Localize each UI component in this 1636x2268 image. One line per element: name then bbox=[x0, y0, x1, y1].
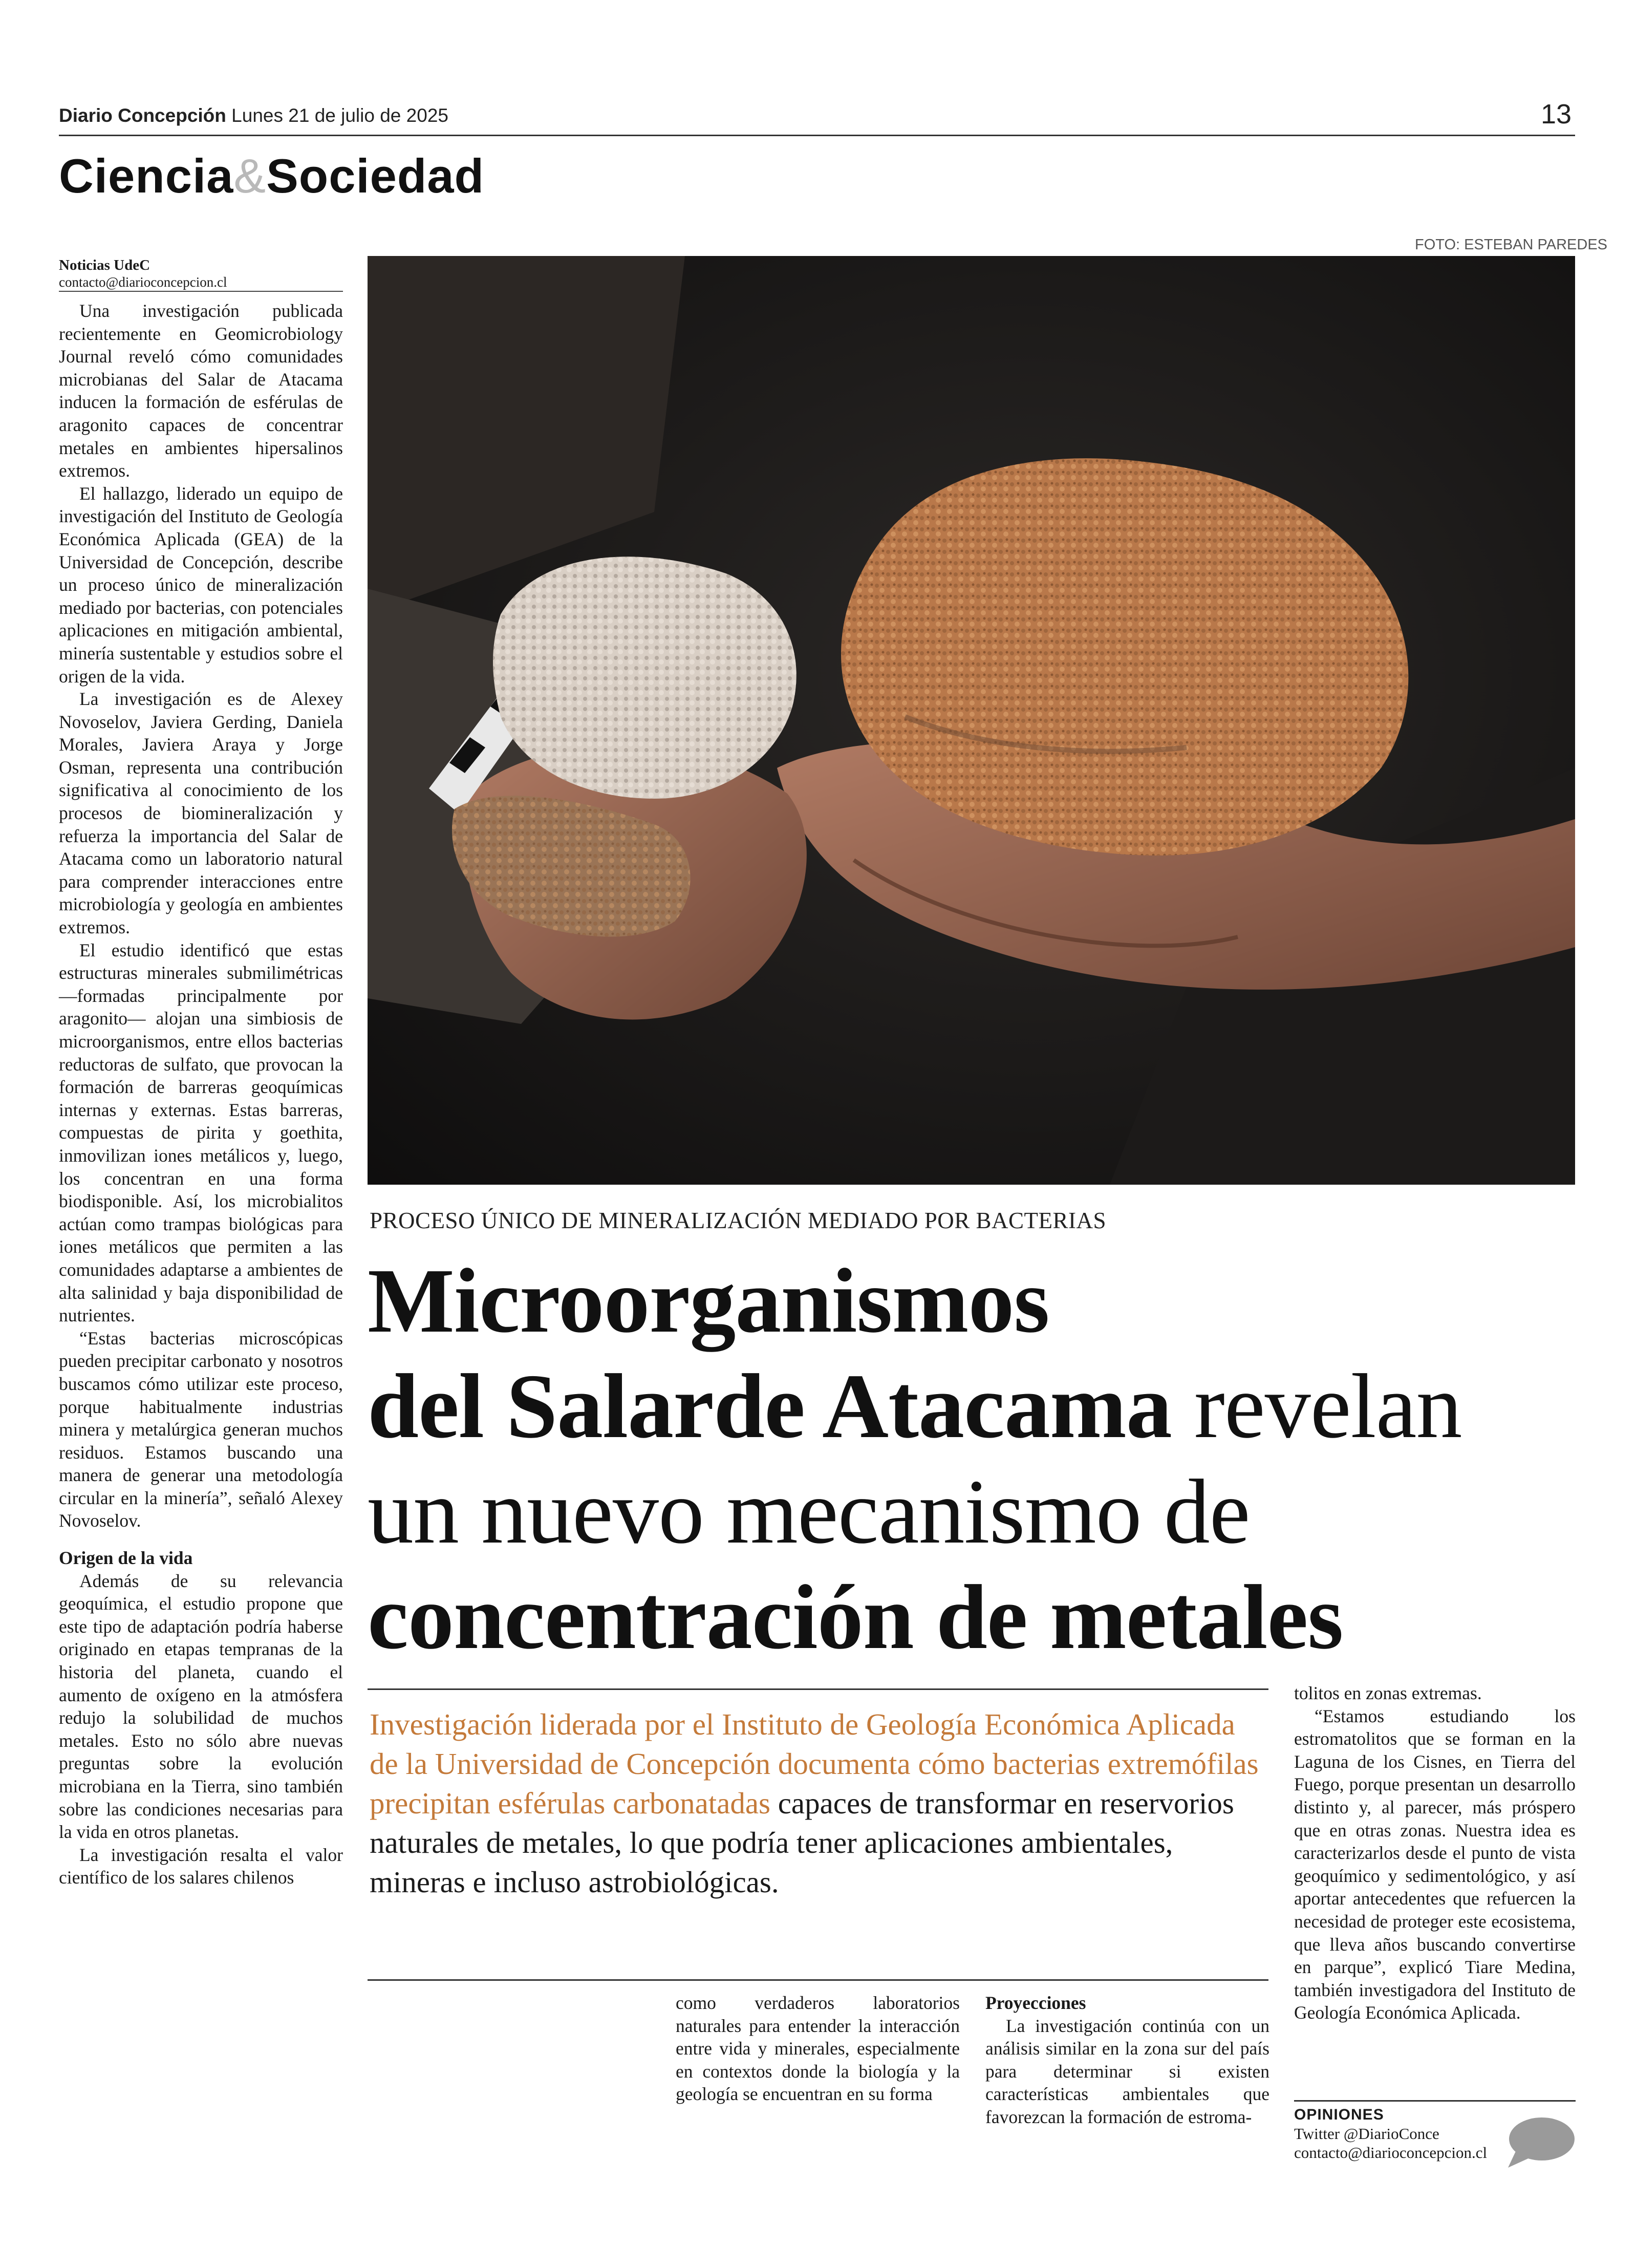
opinions-twitter[interactable]: Twitter @DiarioConce bbox=[1294, 2125, 1439, 2143]
opinions-rule bbox=[1294, 2100, 1576, 2102]
headline-line4: concentración de metales bbox=[368, 1566, 1343, 1668]
paragraph: “Estamos estudiando los estromatolitos que se forman en la Laguna de los Cisnes, en Tierra del Fuego, porque presentan un desarrollo distinto y, al parecer, más próspero que en otras zonas. Nuestra idea es caracterizarlos desde el punto de vista geoquímico y sedimentológico, y así aportar antecedentes que refuercen la necesidad de proteger este ecosistema, que lleva años buscando convertirse en parque”, explicó Tiare Medina, también investigadora del Instituto de Geología Económica Aplicada. bbox=[1294, 1705, 1576, 2023]
paragraph: tolitos en zonas extremas. bbox=[1294, 1683, 1482, 1703]
byline-rule bbox=[59, 291, 343, 292]
paragraph: Además de su relevancia geoquímica, el estudio propone que este tipo de adaptación podría haberse originado en etapas tempranas de la historia del planeta, cuando el aumento de oxígeno en la atmósfera redujo la solubilidad de muchos metales. Esto no sólo abre nuevas preguntas sobre la evolución microbiana en la Tierra, sino también sobre las condiciones necesarias para la vida en otros planetas. bbox=[59, 1570, 343, 1843]
right-column bbox=[1294, 1682, 1576, 2024]
paragraph: Una investigación publicada recientemente en Geomicrobiology Journal reveló cómo comunidades microbianas del Salar de Atacama inducen la formación de esférulas de aragonito capaces de concentrar metales en ambientes hipersalinos extremos. bbox=[59, 301, 343, 481]
article-photo bbox=[368, 256, 1575, 1185]
paragraph: “Estas bacterias microscópicas pueden precipitar carbonato y nosotros buscamos cómo utilizar este proceso, porque habitualmente industrias minera y metalúrgica generan muchos residuos. Estamos buscando una manera de generar una metodología circular en la minería”, señaló Alexey Novoselov. bbox=[59, 1328, 343, 1531]
opinions-box bbox=[1294, 2105, 1488, 2162]
headline-line2-rest: revelan bbox=[1171, 1355, 1462, 1457]
paragraph: La investigación continúa con un análisis similar en la zona sur del país para determinar si existen características ambientales que favorezcan la formación de estroma- bbox=[985, 2015, 1269, 2127]
deck bbox=[370, 1705, 1271, 1902]
subhead-origen: Origen de la vida bbox=[59, 1548, 193, 1569]
speech-bubble-icon bbox=[1505, 2114, 1576, 2171]
middle-column bbox=[676, 1992, 960, 2106]
proyecciones-column bbox=[985, 1992, 1269, 2129]
kicker: PROCESO ÚNICO DE MINERALIZACIÓN MEDIADO POR BACTERIAS bbox=[370, 1208, 1107, 1233]
paragraph: como verdaderos laboratorios naturales para entender la interacción entre vida y minerales, especialmente en contextos donde la biología y la geología se encuentran en su forma bbox=[676, 1993, 960, 2105]
deck-rule-top bbox=[368, 1688, 1268, 1690]
subhead-proyecciones: Proyecciones bbox=[985, 1993, 1086, 2013]
deck-highlight: Investigación liderada por el Instituto de Geología Económica Aplicada de la Universidad de Concepción documenta cómo bacterias extremófilas precipitan esférulas carbonatadas bbox=[370, 1707, 1259, 1820]
deck-rest: capaces de transformar en reservorios naturales de metales, lo que podría tener aplicaciones ambientales, mineras e incluso astrobiológicas. bbox=[370, 1786, 1234, 1899]
rock-samples-illustration bbox=[368, 256, 1575, 1185]
page-number: 13 bbox=[1541, 99, 1572, 130]
headline-line3: un nuevo mecanismo de bbox=[368, 1461, 1250, 1563]
headline-line1: Microorganismos bbox=[368, 1250, 1049, 1352]
issue-date: Lunes 21 de julio de 2025 bbox=[231, 105, 448, 126]
byline bbox=[59, 257, 343, 291]
paragraph: El hallazgo, liderado un equipo de investigación del Instituto de Geología Económica Aplicada (GEA) de la Universidad de Concepción, describe un proceso único de mineralización mediado por bacterias, con potenciales aplicaciones en mitigación ambiental, minería sustentable y estudios sobre el origen de la vida. bbox=[59, 483, 343, 687]
paragraph: La investigación resalta el valor científico de los salares chilenos bbox=[59, 1844, 343, 1888]
paragraph: La investigación es de Alexey Novoselov, Javiera Gerding, Daniela Morales, Javiera Araya y Jorge Osman, representa una contribución significativa al conocimiento de los procesos de biomineralización y refuerza la importancia del Salar de Atacama como un laboratorio natural para comprender interacciones entre microbiología y geología en ambientes extremos. bbox=[59, 689, 343, 938]
deck-rule-bottom bbox=[368, 1979, 1268, 1981]
headline-line2-bold: del Salarde Atacama bbox=[368, 1355, 1172, 1457]
top-rule bbox=[59, 135, 1575, 136]
byline-name: Noticias UdeC bbox=[59, 257, 150, 273]
opinions-title: OPINIONES bbox=[1294, 2106, 1384, 2123]
section-part1: Ciencia bbox=[59, 149, 234, 203]
masthead bbox=[59, 105, 448, 126]
byline-email: contacto@diarioconcepcion.cl bbox=[59, 274, 227, 290]
headline bbox=[368, 1248, 1581, 1670]
photo-credit: FOTO: ESTEBAN PAREDES bbox=[1415, 237, 1608, 253]
section-part2: Sociedad bbox=[266, 149, 484, 203]
section-title bbox=[59, 148, 484, 204]
paper-name: Diario Concepción bbox=[59, 105, 226, 126]
section-ampersand: & bbox=[233, 149, 267, 203]
paragraph: El estudio identificó que estas estructuras minerales submilimétricas —formadas principalmente por aragonito— alojan una simbiosis de microorganismos, entre ellos bacterias reductoras de sulfato, que provocan la formación de barreras geoquímicas internas y externas. Estas barreras, compuestas de pirita y goethita, inmovilizan iones metálicos y, luego, los concentran en una forma biodisponible. Así, los microbialitos actúan como trampas biológicas para iones metálicos que permiten a las comunidades adaptarse a ambientes de alta salinidad y baja disponibilidad de nutrientes. bbox=[59, 939, 343, 1326]
left-column bbox=[59, 299, 343, 1889]
opinions-email[interactable]: contacto@diarioconcepcion.cl bbox=[1294, 2144, 1488, 2162]
